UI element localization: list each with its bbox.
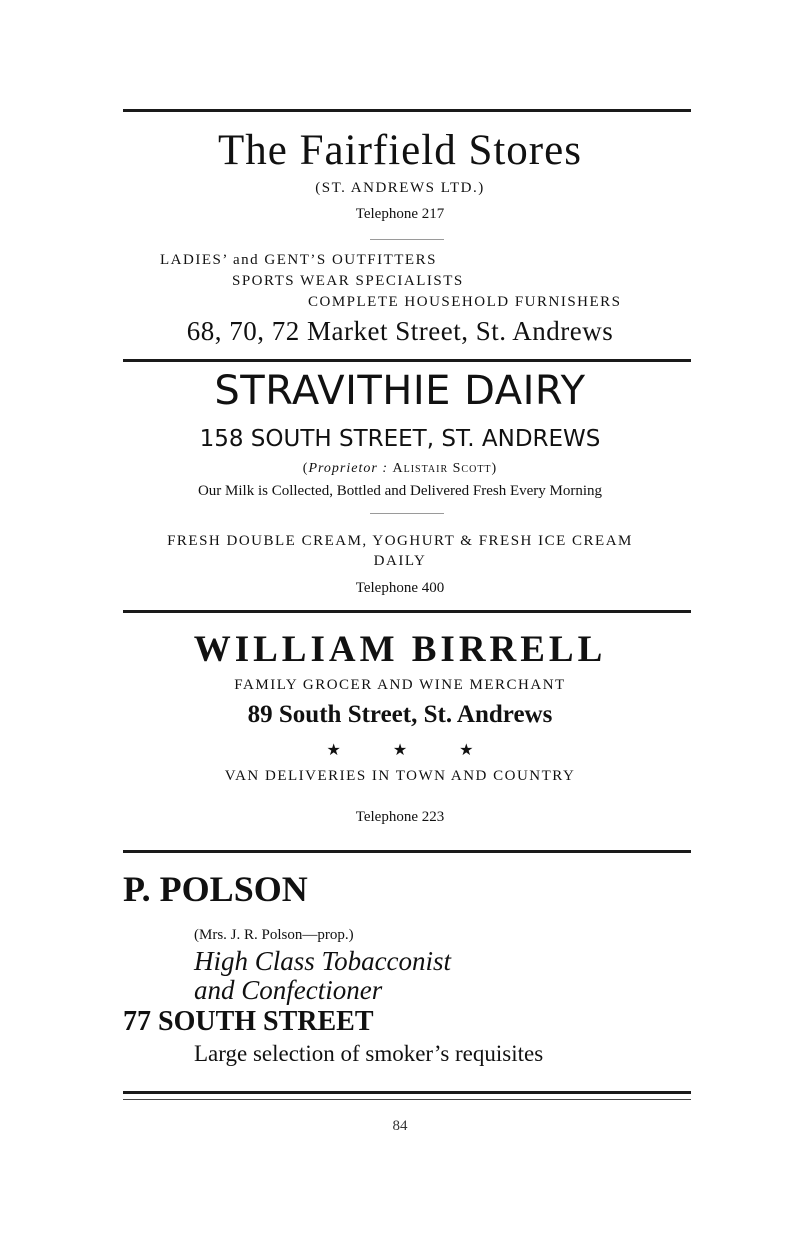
rule-after-stravithie	[123, 610, 691, 613]
star-icon: ★	[459, 742, 474, 759]
stravithie-tagline: Our Milk is Collected, Bottled and Delivered Fresh Every Morning	[197, 483, 603, 499]
stravithie-telephone: Telephone 400	[355, 580, 445, 596]
birrell-stars	[0, 740, 800, 760]
william-birrell-name: WILLIAM BIRRELL	[193, 629, 607, 670]
stravithie-proprietor: (Proprietor : Alistair Scott)	[302, 461, 498, 476]
fairfield-stores-subtitle: (ST. ANDREWS LTD.)	[315, 180, 485, 196]
polson-description-2: and Confectioner	[194, 975, 383, 1005]
birrell-trade: FAMILY GROCER AND WINE MERCHANT	[234, 677, 566, 693]
star-icon: ★	[392, 742, 408, 759]
birrell-telephone: Telephone 223	[355, 809, 445, 825]
stravithie-dairy-name: STRAVITHIE DAIRY	[214, 368, 586, 414]
fairfield-stores-name: The Fairfield Stores	[218, 127, 582, 174]
stravithie-address: 158 SOUTH STREET, ST. ANDREWS	[199, 426, 601, 452]
bottom-rule-thin	[123, 1099, 691, 1100]
proprietor-prefix: Proprietor :	[308, 461, 388, 476]
fairfield-line-sportswear: SPORTS WEAR SPECIALISTS	[232, 273, 464, 289]
polson-description-1: High Class Tobacconist	[194, 946, 452, 976]
fairfield-address: 68, 70, 72 Market Street, St. Andrews	[186, 316, 614, 346]
polson-address: 77 SOUTH STREET	[123, 1006, 374, 1037]
proprietor-name: Alistair Scott	[392, 461, 492, 476]
star-icon: ★	[326, 742, 341, 759]
polson-selection: Large selection of smoker’s requisites	[194, 1041, 544, 1066]
fairfield-divider	[370, 239, 444, 240]
fairfield-stores-telephone: Telephone 217	[355, 206, 445, 222]
polson-proprietor: (Mrs. J. R. Polson—prop.)	[194, 927, 354, 943]
birrell-address: 89 South Street, St. Andrews	[247, 701, 553, 728]
rule-after-birrell	[123, 850, 691, 853]
fairfield-line-furnishers: COMPLETE HOUSEHOLD FURNISHERS	[308, 294, 622, 310]
stravithie-divider	[370, 513, 444, 514]
top-rule	[123, 109, 691, 112]
birrell-deliveries: VAN DELIVERIES IN TOWN AND COUNTRY	[224, 768, 576, 784]
stravithie-products-daily: DAILY	[373, 553, 427, 569]
fairfield-line-outfitters: LADIES’ and GENT’S OUTFITTERS	[160, 252, 437, 268]
rule-after-fairfield	[123, 359, 691, 362]
polson-name: P. POLSON	[123, 869, 308, 909]
stravithie-products: FRESH DOUBLE CREAM, YOGHURT & FRESH ICE CREAM	[167, 533, 633, 549]
bottom-rule	[123, 1091, 691, 1094]
page-number: 84	[392, 1118, 408, 1134]
